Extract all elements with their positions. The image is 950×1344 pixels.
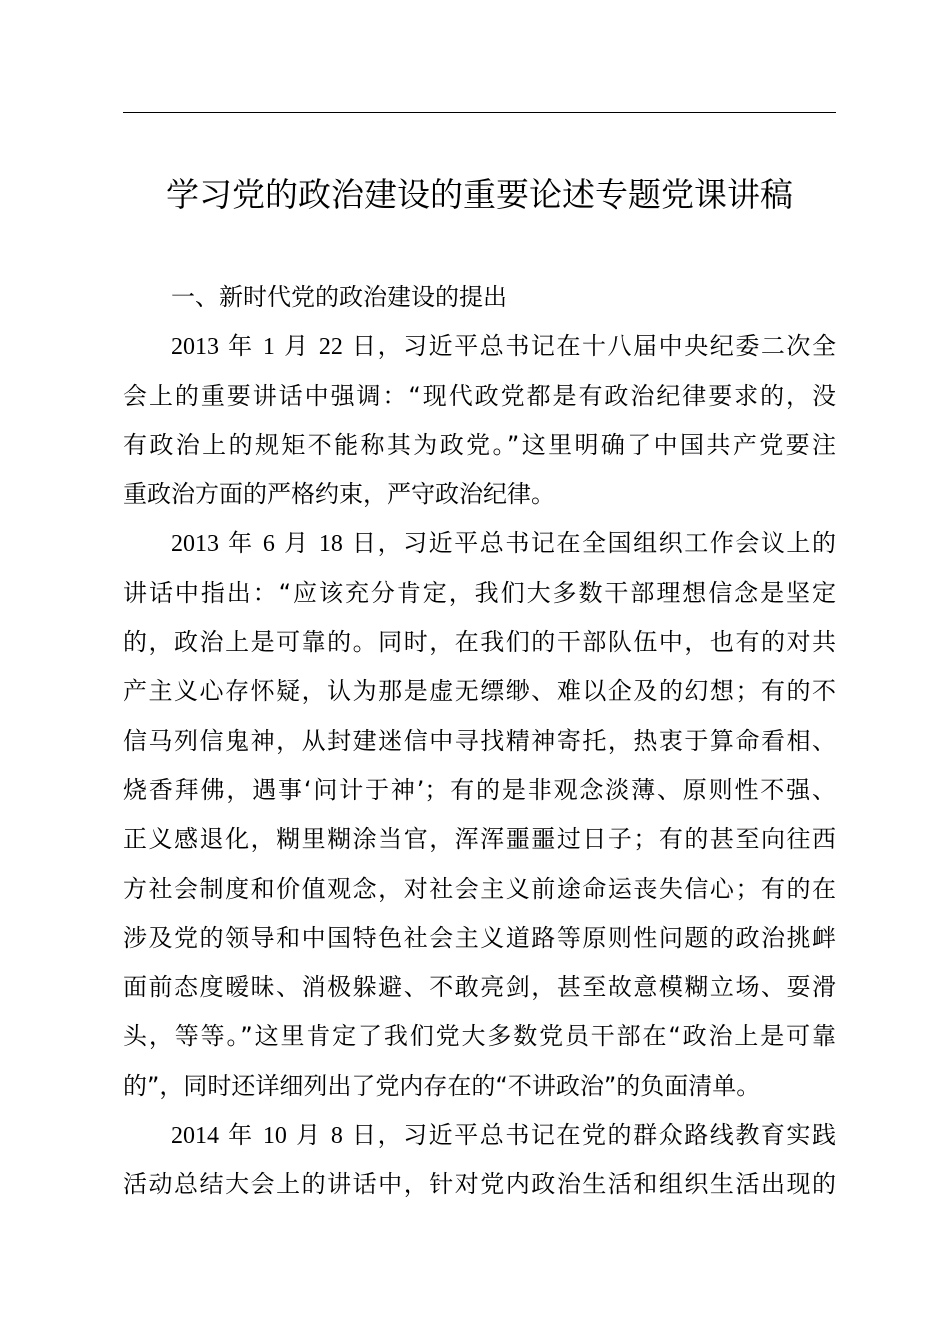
text-line: 产主义心存怀疑，认为那是虚无缥缈、难以企及的幻想；有的不 bbox=[123, 677, 836, 706]
text-line: 2013 年 1 月 22 日，习近平总书记在十八届中央纪委二次全 bbox=[171, 332, 836, 361]
paragraph-1 bbox=[123, 322, 836, 519]
text-line: 烧香拜佛，遇事‘问计于神’；有的是非观念淡薄、原则性不强、 bbox=[123, 775, 836, 804]
text-line: 涉及党的领导和中国特色社会主义道路等原则性问题的政治挑衅 bbox=[123, 923, 836, 952]
section-heading: 一、新时代党的政治建设的提出 bbox=[171, 283, 507, 311]
text-line: 正义感退化，糊里糊涂当官，浑浑噩噩过日子；有的甚至向往西 bbox=[123, 825, 836, 854]
header-rule bbox=[123, 112, 836, 113]
text-line: 方社会制度和价值观念，对社会主义前途命运丧失信心；有的在 bbox=[123, 874, 836, 903]
text-line: 2014 年 10 月 8 日，习近平总书记在党的群众路线教育实践 bbox=[171, 1121, 836, 1150]
text-line: 活动总结大会上的讲话中，针对党内政治生活和组织生活出现的 bbox=[123, 1170, 836, 1199]
text-line: 重政治方面的严格约束，严守政治纪律。 bbox=[123, 480, 555, 509]
text-line: 讲话中指出：“应该充分肯定，我们大多数干部理想信念是坚定 bbox=[123, 578, 836, 607]
text-line: 会上的重要讲话中强调：“现代政党都是有政治纪律要求的，没 bbox=[123, 381, 836, 410]
text-line: 面前态度暧昧、消极躲避、不敢亮剑，甚至故意模糊立场、耍滑 bbox=[123, 973, 836, 1002]
document-title: 学习党的政治建设的重要论述专题党课讲稿 bbox=[166, 175, 793, 214]
document-body bbox=[123, 273, 836, 1210]
text-line: 2013 年 6 月 18 日，习近平总书记在全国组织工作会议上的 bbox=[171, 529, 836, 558]
text-line: 信马列信鬼神，从封建迷信中寻找精神寄托，热衷于算命看相、 bbox=[123, 726, 836, 755]
text-line: 有政治上的规矩不能称其为政党。”这里明确了中国共产党要注 bbox=[123, 430, 836, 459]
paragraph-3 bbox=[123, 1111, 836, 1210]
paragraph-2 bbox=[123, 519, 836, 1111]
text-line: 头，等等。”这里肯定了我们党大多数党员干部在“政治上是可靠 bbox=[123, 1022, 836, 1051]
text-line: 的，政治上是可靠的。同时，在我们的干部队伍中，也有的对共 bbox=[123, 628, 836, 657]
text-line: 的”，同时还详细列出了党内存在的“不讲政治”的负面清单。 bbox=[123, 1071, 761, 1100]
